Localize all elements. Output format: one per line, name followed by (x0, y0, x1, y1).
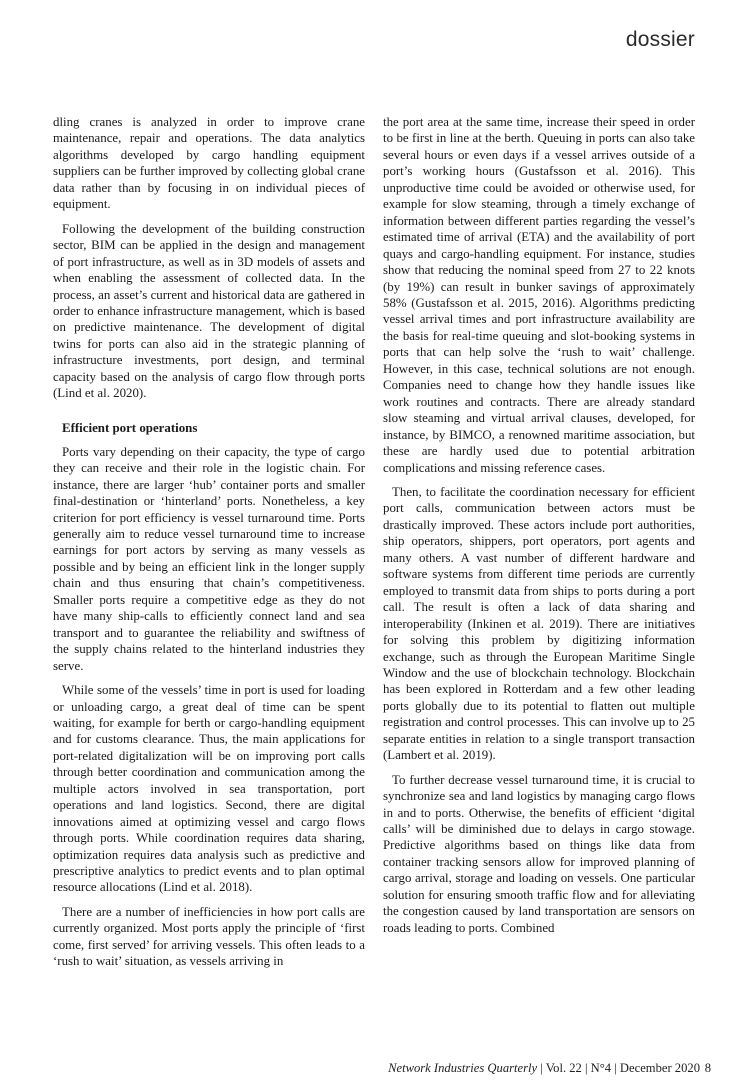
paragraph: There are a number of inefficiencies in how port calls are currently organized. Most ports apply the principle of ‘first come, first served’ for arriving vessels. This often leads to a ‘rush to wait’ situation, as vessels arriving in (53, 904, 365, 969)
paragraph: the port area at the same time, increase their speed in order to be first in line at the berth. Queuing in ports can also take several hours or even days if a vessel arrives outside of a port’s working hours (Gustafsson et al. 2016). This unproductive time could be avoided or otherwise used, for example for slow steaming, through a timely exchange of information between different parties regarding the vessel’s estimated time of arrival (ETA) and the availability of port quays and cargo-handling equipment. For instance, studies show that reducing the nominal speed from 27 to 22 knots (by 19%) can result in bunker savings of approximately 58% (Gustafsson et al. 2015, 2016). Algorithms predicting vessel arrival times and port infrastructure availability are the basis for real-time queuing and slot-booking systems in ports that can help solve the ‘rush to wait’ challenge. However, in this case, technical solutions are not enough. Companies need to change how they handle issues like work routines and contracts. There are already standard slow steaming and virtual arrival clauses, developed, for instance, by BIMCO, a renowned maritime association, but these are hardly used due to potential arbitration complications and missing reference cases. (383, 115, 695, 475)
right-column (383, 114, 695, 944)
footer-citation (0, 1061, 700, 1076)
left-column (53, 114, 365, 978)
paragraph: Then, to facilitate the coordination necessary for efficient port calls, communication between actors must be drastically improved. These actors include port authorities, ship operators, shippers, port operators, port agents and many others. A vast number of different hardware and software systems from different time periods are currently employed to transmit data from ships to ports during a port call. The result is often a lack of data sharing and interoperability (Inkinen et al. 2019). There are initiatives for solving this problem by digitizing information exchange, such as through the European Maritime Single Window and the use of blockchain technology. Blockchain has been explored in Rotterdam and a few other leading ports globally due to its potential to flatten out multiple registration and control processes. This can involve up to 25 separate entities in relation to a single transport transaction (Lambert et al. 2019). (383, 484, 695, 763)
page-number: 8 (704, 1061, 711, 1075)
issue-details: | Vol. 22 | N°4 | December 2020 (537, 1061, 700, 1075)
paragraph: Ports vary depending on their capacity, the type of cargo they can receive and their role in the logistic chain. For instance, there are larger ‘hub’ container ports and smaller final-destination or ‘hinterland’ ports. Nonetheless, a key criterion for port efficiency is vessel turnaround time. Ports generally aim to reduce vessel turnaround time to increase earnings for port actors by serving as many vessels as possible and by being an efficient link in the longer supply chain and thus ensuring that chain’s competitiveness. Smaller ports require a competitive edge as they do not have many ship-calls to efficiently connect land and sea transport and to guarantee the reliability and swiftness of the supply chains related to the hinterland industries they serve. (53, 444, 365, 673)
paragraph: Following the development of the building construction sector, BIM can be applied in the design and management of port infrastructure, as well as in 3D models of assets and when enabling the assessment of collected data. In the process, an asset’s current and historical data are gathered in order to enhance infrastructure management, which is based on predictive maintenance. The development of digital twins for ports can also aid in the strategic planning of infrastructure investments, port design, and terminal capacity based on the analysis of cargo flow through ports (Lind et al. 2020). (53, 221, 365, 401)
journal-name: Network Industries Quarterly (388, 1061, 538, 1075)
paragraph: dling cranes is analyzed in order to improve crane maintenance, repair and operations. The data analytics algorithms developed by cargo handling equipment suppliers can be further improved by collecting global crane data rather than by focusing in on individual pieces of equipment. (53, 115, 365, 212)
section-label: dossier (625, 28, 695, 51)
paragraph: While some of the vessels’ time in port is used for loading or unloading cargo, a great deal of time can be spent waiting, for example for berth or cargo-handling equipment and for customs clearance. Thus, the main applications for port-related digitalization will be on improving port calls through better coordination and communication among the multiple actors involved in sea transportation, port operations and land logistics. Second, there are digital innovations aimed at optimizing vessel and cargo flows through ports. While coordination requires data sharing, optimization requires data analysis such as predictive and prescriptive analytics to predict events and to plan optimal resource allocations (Lind et al. 2018). (53, 683, 365, 895)
paragraph: To further decrease vessel turnaround time, it is crucial to synchronize sea and land logistics by managing cargo flows in and to ports. Otherwise, the benefits of efficient ‘digital calls’ will be diminished due to delays in cargo stowage. Predictive algorithms based on things like data from container tracking sensors allow for improved planning of cargo arrival, storage and loading on vessels. One particular solution for ensuring smooth traffic flow and for alleviating the congestion caused by land transportation are sensors on roads leading to ports. Combined (383, 772, 695, 935)
section-heading: Efficient port operations (62, 420, 198, 435)
